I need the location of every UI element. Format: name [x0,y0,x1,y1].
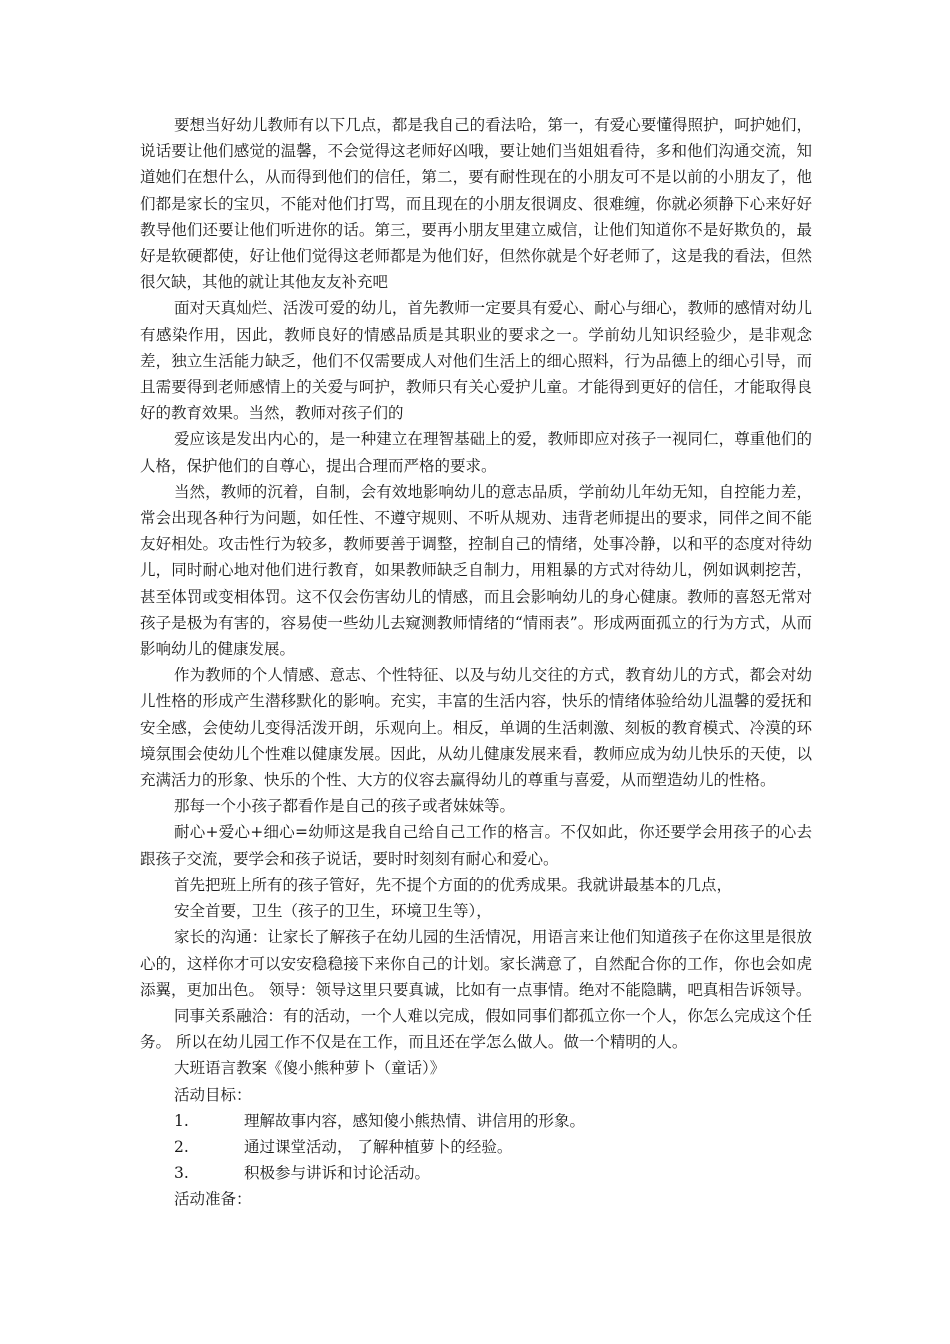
goal-item-2 [140,1134,812,1160]
paragraph-treat-as-own: 那每一个小孩子都看作是自己的孩子或者妹妹等。 [174,797,516,816]
paragraph-self-control: 当然，教师的沉着，自制，会有效地影响幼儿的意志品质，学前幼儿年幼无知，自控能力差，常会出现各种行为问题，如任性、不遵守规则、不听从规劝、违背老师提出的要求，同伴之间不能友好相处。攻击性行为较多，教师要善于调整，控制自己的情绪，处事冷静，以和平的态度对待幼儿，同时耐心地对他们进行教育，如果教师缺乏自制力，用粗暴的方式对待幼儿，例如讽刺挖苦，甚至体罚或变相体罚。这不仅会伤害幼儿的情感，而且会影响幼儿的身心健康。教师的喜怒无常对孩子是极为有害的，容易使一些幼儿去窥测教师情绪的“情雨表”。形成两面孤立的行为方式，从而影响幼儿的健康发展。 [140,482,812,659]
goal-item-1 [140,1108,812,1134]
paragraph-rational-love: 爱应该是发出内心的，是一种建立在理智基础上的爱，教师即应对孩子一视同仁，尊重他们的人格，保护他们的自尊心，提出合理而严格的要求。 [140,430,812,475]
goal-item-3 [140,1160,812,1186]
goal-text: 通过课堂活动， 了解种植萝卜的经验。 [244,1137,513,1156]
paragraph-safety-hygiene: 安全首要，卫生（孩子的卫生，环境卫生等）， [174,902,492,921]
goal-number: 2. [174,1137,189,1156]
paragraph-love-patience: 面对天真灿烂、活泼可爱的幼儿，首先教师一定要具有爱心、耐心与细心，教师的感情对幼儿有感染作用，因此，教师良好的情感品质是其职业的要求之一。学前幼儿知识经验少，是非观念差，独立生活能力缺乏，他们不仅需要成人对他们生活上的细心照料，行为品德上的细心引导，而且需要得到老师感情上的关爱与呵护，教师只有关心爱护儿童。才能得到更好的信任，才能取得良好的教育效果。当然，教师对孩子们的 [140,299,812,423]
goal-number: 1. [174,1111,189,1130]
paragraph-colleagues: 同事关系融洽：有的活动，一个人难以完成，假如同事们都孤立你一个人，你怎么完成这个任务。 所以在幼儿园工作不仅是在工作，而且还在学怎么做人。做一个精明的人。 [140,1006,812,1052]
goal-text: 理解故事内容，感知傻小熊热情、讲信用的形象。 [244,1111,586,1130]
goals-heading: 活动目标： [174,1085,252,1104]
paragraph-personality: 作为教师的个人情感、意志、个性特征、以及与幼儿交往的方式，教育幼儿的方式，都会对幼儿性格的形成产生潜移默化的影响。充实，丰富的生活内容，快乐的情绪体验给幼儿温馨的爱抚和安全感，会使幼儿变得活泼开朗，乐观向上。相反，单调的生活刺激、刻板的教育模式、冷漠的环境氛围会使幼儿个性难以健康发展。因此，从幼儿健康发展来看，教师应成为幼儿快乐的天使，以充满活力的形象、快乐的个性、大方的仪容去赢得幼儿的尊重与喜爱，从而塑造幼儿的性格。 [140,666,812,790]
paragraph-parent-communication: 家长的沟通：让家长了解孩子在幼儿园的生活情况，用语言来让他们知道孩子在你这里是很放心的，这样你才可以安安稳稳接下来你自己的计划。家长满意了，自然配合你的工作，你也会如虎添翼，更加出色。 领导：领导这里只要真诚，比如有一点事情。绝对不能隐瞒，吧真相告诉领导。 [140,928,812,999]
lesson-title: 大班语言教案《傻小熊种萝卜（童话）》 [174,1059,446,1078]
document-body [140,112,812,1213]
goal-number: 3. [174,1164,189,1183]
paragraph-motto: 耐心+爱心+细心=幼师这是我自己给自己工作的格言。不仅如此，你还要学会用孩子的心去跟孩子交流，要学会和孩子说话，要时时刻刻有耐心和爱心。 [140,823,812,868]
goal-text: 积极参与讲诉和讨论活动。 [244,1164,431,1183]
paragraph-manage-class: 首先把班上所有的孩子管好，先不提个方面的的优秀成果。我就讲最基本的几点， [174,875,733,894]
prep-heading: 活动准备： [174,1190,252,1209]
paragraph-qualities: 要想当好幼儿教师有以下几点，都是我自己的看法哈，第一，有爱心要懂得照护，呵护她们，说话要让他们感觉的温馨，不会觉得这老师好凶哦，要让她们当姐姐看待，多和他们沟通交流，知道她们在想什么，从而得到他们的信任，第二，要有耐性现在的小朋友可不是以前的小朋友了，他们都是家长的宝贝，不能对他们打骂，而且现在的小朋友很调皮、很难缠，你就必须静下心来好好教导他们还要让他们听进你的话。第三，要再小朋友里建立威信，让他们知道你不是好欺负的，最好是软硬都使，好让他们觉得这老师都是为他们好，但然你就是个好老师了，这是我的看法，但然很欠缺，其他的就让其他友友补充吧 [140,116,812,292]
